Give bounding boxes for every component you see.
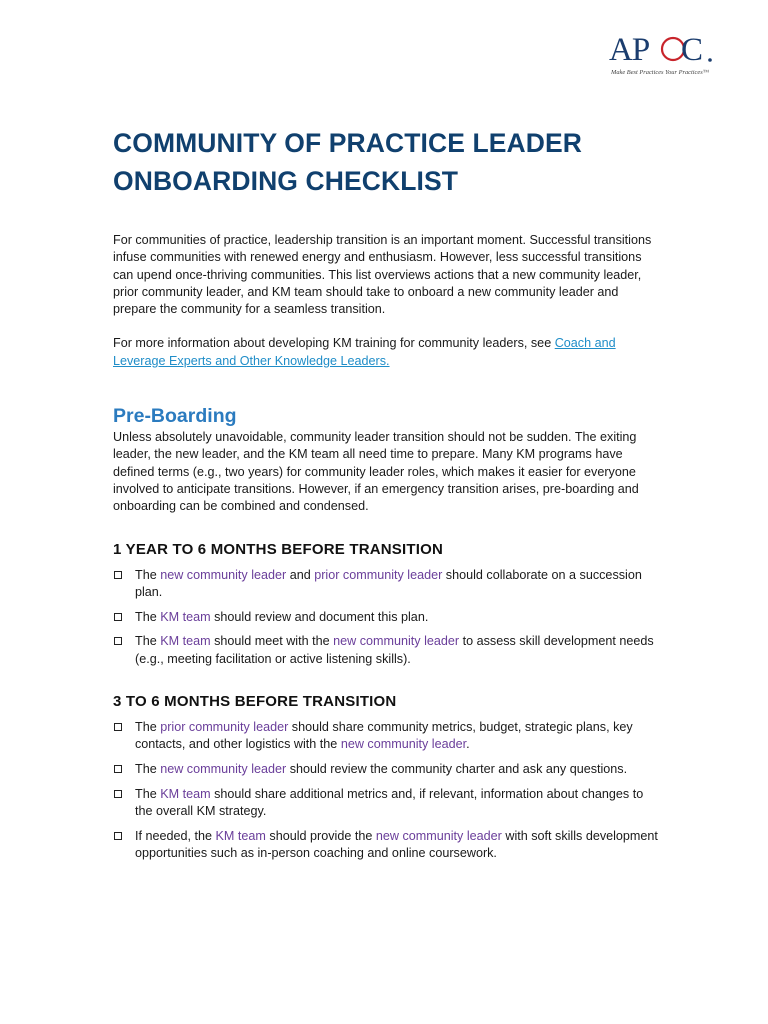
more-info-paragraph [113, 335, 658, 370]
apqc-logo-mark [607, 30, 722, 70]
checkbox-icon[interactable] [114, 637, 122, 645]
checklist-item: The KM team should share additional metrics and, if relevant, information about changes to the overall KM strategy. [113, 786, 658, 821]
title-line-1: COMMUNITY OF PRACTICE LEADER [113, 128, 583, 158]
coach-leverage-link[interactable]: Coach and Leverage Experts and Other Knowledge Leaders. [113, 336, 616, 368]
preboarding-heading: Pre-Boarding [113, 405, 237, 428]
page-title [113, 124, 658, 200]
section-heading-2: 3 TO 6 MONTHS BEFORE TRANSITION [113, 693, 397, 711]
svg-text:AP: AP [609, 32, 650, 68]
role-label: new community leader [333, 634, 460, 649]
role-label: KM team [215, 829, 266, 844]
preboarding-paragraph: Unless absolutely unavoidable, community leader transition should not be sudden. The exiting leader, the new leader, and the KM team all need time to prepare. Many KM programs have defined terms (e.g., two years) for community leader roles, which makes it easier for everyone involved to anticipate transitions. However, if an emergency transition arises, pre-boarding and onboarding can be combined and condensed. [113, 430, 639, 514]
checkbox-icon[interactable] [114, 723, 122, 731]
role-label: new community leader [160, 567, 287, 582]
role-label: KM team [160, 634, 211, 649]
checkbox-icon[interactable] [114, 832, 122, 840]
checkbox-icon[interactable] [114, 613, 122, 621]
checklist-item: The KM team should review and document this plan. [113, 609, 658, 626]
role-label: new community leader [160, 762, 287, 777]
checklist-item: The prior community leader should share community metrics, budget, strategic plans, key contacts, and other logistics with the new community leader. [113, 719, 658, 754]
role-label: KM team [160, 786, 211, 801]
more-info-text: For more information about developing KM training for community leaders, see [113, 336, 555, 351]
role-label: prior community leader [160, 720, 289, 735]
svg-text:C: C [681, 32, 704, 68]
checklist-item: The KM team should meet with the new community leader to assess skill development needs (e.g., meeting facilitation or active listening skills). [113, 633, 658, 668]
logo-tagline: Make Best Practices Your Practices™ [611, 69, 709, 76]
section-heading-1: 1 YEAR TO 6 MONTHS BEFORE TRANSITION [113, 540, 444, 558]
role-label: new community leader [340, 737, 467, 752]
role-label: prior community leader [314, 567, 443, 582]
checkbox-icon[interactable] [114, 571, 122, 579]
apqc-logo [607, 30, 722, 80]
title-line-2: ONBOARDING CHECKLIST [113, 166, 459, 196]
checklist-2 [113, 719, 658, 863]
role-label: new community leader [375, 829, 502, 844]
checkbox-icon[interactable] [114, 790, 122, 798]
checklist-item: The new community leader should review the community charter and ask any questions. [113, 761, 658, 778]
checkbox-icon[interactable] [114, 765, 122, 773]
document-page [113, 124, 658, 870]
checklist-item: If needed, the KM team should provide the new community leader with soft skills development opportunities such as in-person coaching and online coursework. [113, 828, 658, 863]
checklist-1 [113, 567, 658, 668]
checklist-item: The new community leader and prior community leader should collaborate on a succession plan. [113, 567, 658, 602]
intro-paragraph: For communities of practice, leadership transition is an important moment. Successful transitions infuse communities with renewed energy and enthusiasm. However, less successful transitions can upend once-thriving communities. This list overviews actions that a new community leader, prior community leader, and KM team should take to onboard a new community leader and prepare the community for a seamless transition. [113, 233, 652, 317]
role-label: KM team [160, 609, 211, 624]
